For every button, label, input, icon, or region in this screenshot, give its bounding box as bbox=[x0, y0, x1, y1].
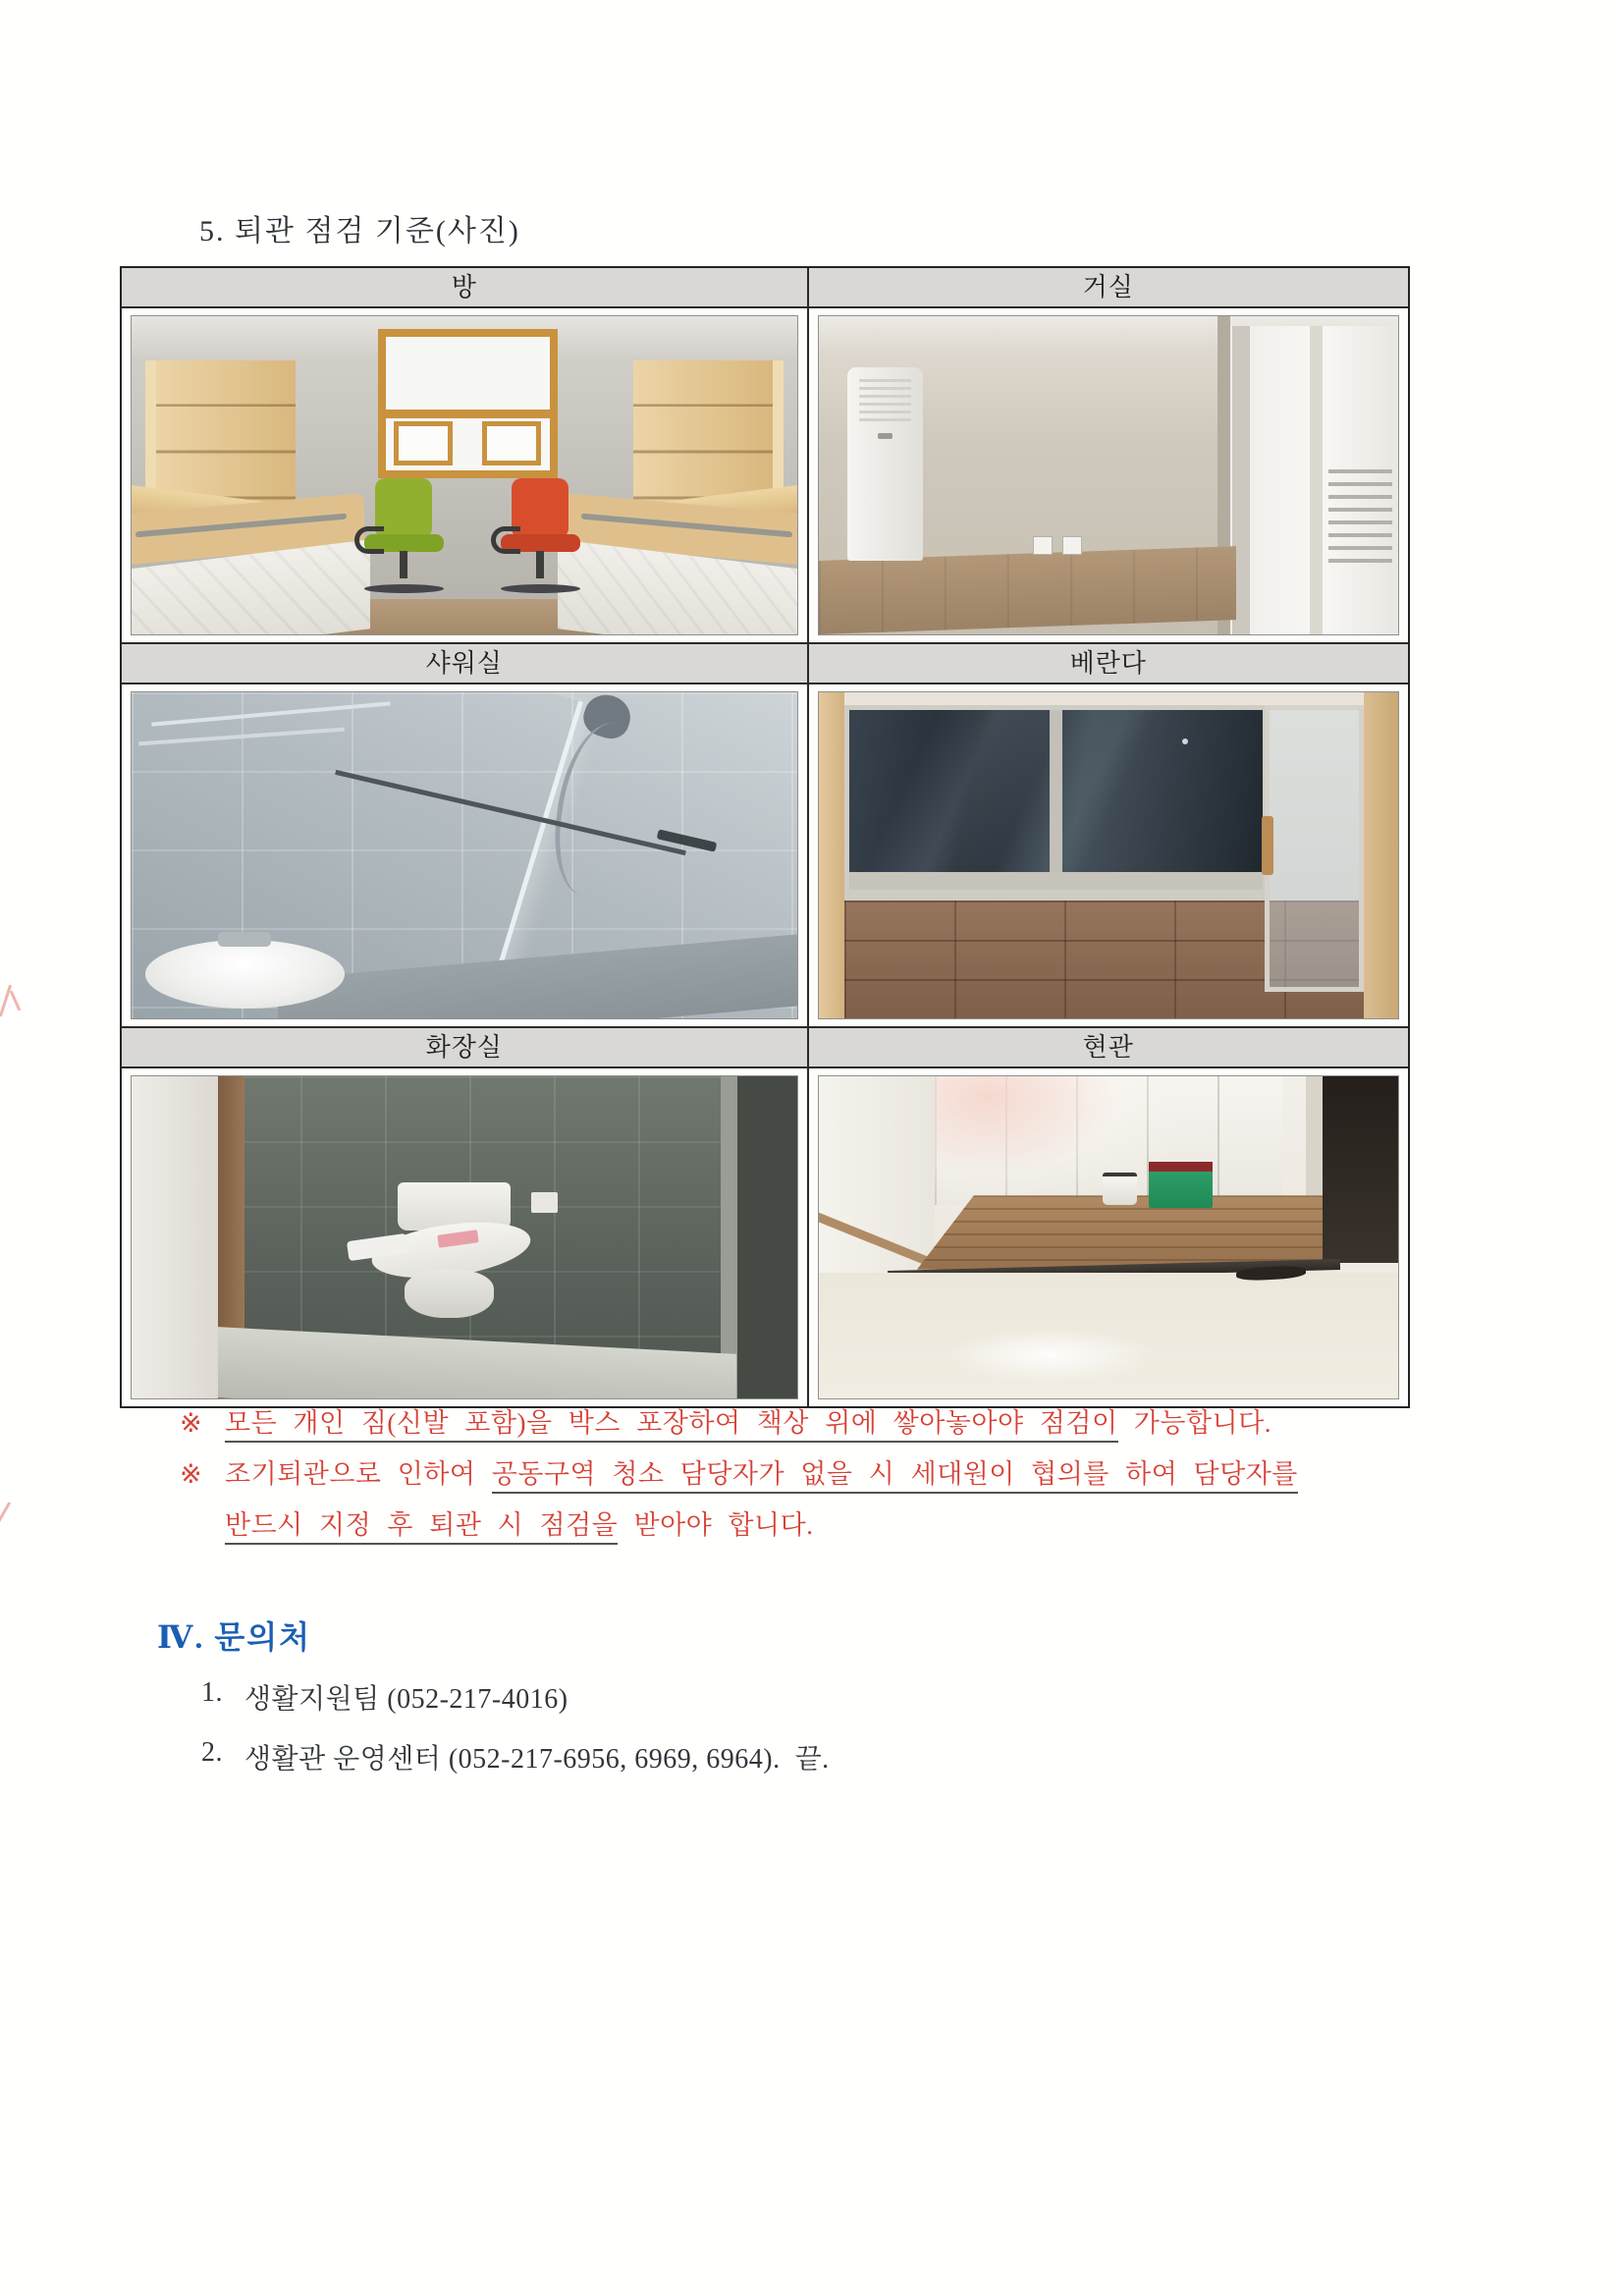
contact-text: 생활지원팀 (052-217-4016) bbox=[244, 1684, 568, 1715]
window-mullion bbox=[1050, 710, 1062, 890]
toilet-base bbox=[405, 1270, 494, 1318]
table-photo-row bbox=[122, 308, 1408, 644]
cell-label-room: 방 bbox=[122, 268, 809, 306]
note-text bbox=[225, 1455, 1298, 1494]
note-text-plain: 받아야 합니다. bbox=[618, 1510, 814, 1540]
scan-artifact bbox=[4, 984, 17, 1011]
chair-arm bbox=[354, 526, 384, 554]
section-title: 5. 퇴관 점검 기준(사진) bbox=[199, 215, 520, 247]
faucet bbox=[218, 932, 271, 947]
note-line-continuation bbox=[225, 1506, 1515, 1545]
green-chair bbox=[361, 478, 448, 593]
door-handle bbox=[1262, 816, 1273, 875]
cell-label-entrance: 현관 bbox=[809, 1028, 1408, 1066]
photo-cell bbox=[809, 308, 1408, 642]
dark-doorway bbox=[1323, 1076, 1398, 1263]
table-photo-row bbox=[122, 684, 1408, 1028]
cell-label-shower: 샤워실 bbox=[122, 644, 809, 683]
room-photo bbox=[131, 315, 798, 635]
ac-grille bbox=[859, 379, 910, 421]
cell-label-toilet: 화장실 bbox=[122, 1028, 809, 1066]
window-pane bbox=[394, 421, 453, 465]
sliding-glass-panel bbox=[1265, 705, 1363, 992]
photo-cell bbox=[809, 684, 1408, 1026]
note-text-underlined: 모든 개인 짐(신발 포함)을 박스 포장하여 책상 위에 쌓아놓아야 점검이 bbox=[225, 1408, 1118, 1443]
shower-room-photo bbox=[131, 691, 798, 1019]
wall-outlet bbox=[531, 1192, 558, 1213]
toilet-photo bbox=[131, 1075, 798, 1399]
chair-stem bbox=[536, 551, 544, 578]
balcony-railing bbox=[1328, 469, 1392, 565]
wall-outlet bbox=[1062, 536, 1082, 555]
living-room-photo bbox=[818, 315, 1399, 635]
box-lid bbox=[1149, 1162, 1213, 1172]
door-panel bbox=[132, 1076, 218, 1398]
headboard-slot bbox=[135, 513, 348, 538]
photo-cell bbox=[122, 308, 809, 642]
contact-list bbox=[201, 1677, 830, 1797]
sliding-door-frame bbox=[1310, 326, 1323, 634]
window bbox=[378, 329, 558, 478]
bucket bbox=[1103, 1173, 1137, 1205]
chair-arm bbox=[491, 526, 520, 554]
photo-cell bbox=[122, 1068, 809, 1406]
contact-text: 생활관 운영센터 (052-217-6956, 6969, 6964). 끝. bbox=[244, 1744, 830, 1775]
cell-label-living-room: 거실 bbox=[809, 268, 1408, 306]
scan-artifact bbox=[2, 1501, 5, 1526]
contact-item bbox=[201, 1677, 830, 1717]
note-text bbox=[225, 1506, 813, 1545]
note-text-underlined: 반드시 지정 후 퇴관 시 점검을 bbox=[225, 1510, 618, 1545]
contact-section-heading: Ⅳ. 문의처 bbox=[157, 1619, 312, 1655]
door-frame bbox=[721, 1076, 737, 1398]
reference-marker: ※ bbox=[180, 1459, 203, 1489]
contact-item bbox=[201, 1737, 830, 1777]
contact-number: 1. bbox=[201, 1677, 223, 1708]
table-header-row bbox=[122, 644, 1408, 684]
entrance-photo bbox=[818, 1075, 1399, 1399]
window-rail bbox=[849, 872, 1263, 890]
headboard-slot bbox=[581, 513, 793, 538]
window-bar bbox=[382, 410, 553, 419]
wall-edge bbox=[737, 1076, 797, 1398]
note-text-plain: 조기퇴관으로 인하여 bbox=[225, 1459, 492, 1489]
contact-number: 2. bbox=[201, 1737, 223, 1768]
photo-cell bbox=[809, 1068, 1408, 1406]
chair-base bbox=[364, 584, 444, 593]
photo-table bbox=[120, 266, 1410, 1408]
note-text bbox=[225, 1404, 1271, 1443]
chair-base bbox=[501, 584, 580, 593]
table-photo-row bbox=[122, 1068, 1408, 1406]
table-header-row bbox=[122, 1028, 1408, 1068]
note-line bbox=[180, 1455, 1515, 1494]
cell-label-veranda: 베란다 bbox=[809, 644, 1408, 683]
sink bbox=[145, 940, 345, 1009]
wood-frame-right bbox=[1364, 692, 1398, 1018]
note-line bbox=[180, 1404, 1515, 1443]
window-pane bbox=[482, 421, 541, 465]
veranda-photo bbox=[818, 691, 1399, 1019]
floor-reflection bbox=[946, 1328, 1155, 1383]
air-conditioner bbox=[847, 367, 923, 562]
reference-marker: ※ bbox=[180, 1408, 203, 1438]
wood-frame-left bbox=[819, 692, 845, 1018]
wood-floor bbox=[917, 1195, 1323, 1269]
chair-stem bbox=[400, 551, 407, 578]
ac-display bbox=[878, 433, 893, 439]
green-box bbox=[1149, 1170, 1213, 1208]
window-glass bbox=[844, 705, 1268, 895]
note-text-underlined: 공동구역 청소 담당자가 없을 시 세대원이 협의를 하여 담당자를 bbox=[492, 1459, 1298, 1494]
note-text-plain: 가능합니다. bbox=[1117, 1408, 1271, 1438]
orange-chair bbox=[498, 478, 584, 593]
red-notes bbox=[180, 1404, 1515, 1558]
wall-outlet bbox=[1033, 536, 1053, 555]
table-header-row bbox=[122, 268, 1408, 308]
photo-cell bbox=[122, 684, 809, 1026]
